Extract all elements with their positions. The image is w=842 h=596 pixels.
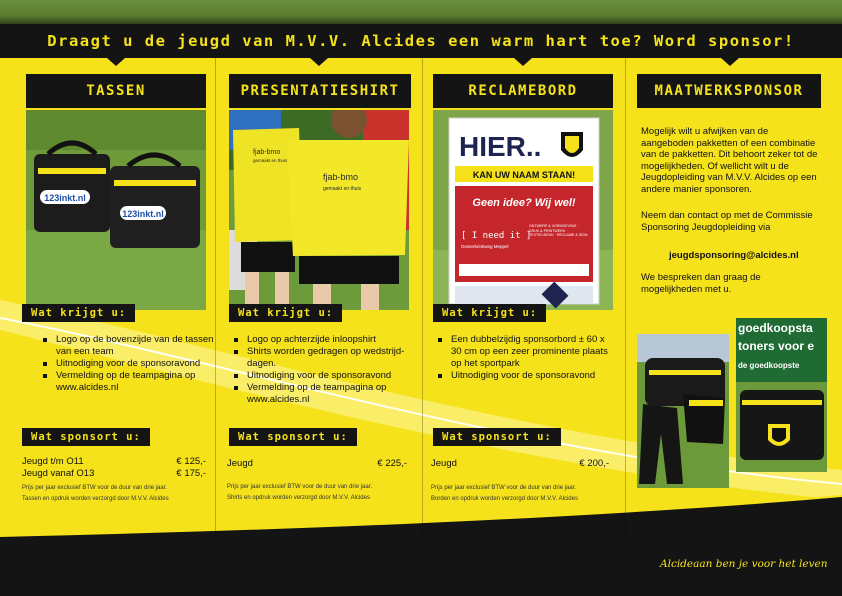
fold-line [422, 58, 423, 538]
column-heading: TASSEN [26, 74, 206, 108]
billboard-services: ONTWERP & VORMGEVING · DRUK & PRINTWERK · TEXTIELDRUK · RECLAME & SIGN [529, 224, 588, 238]
billboard-kan: KAN UW NAAM STAAN! [472, 170, 576, 180]
ad-banner-text: toners voor e [738, 339, 815, 353]
footer-slogan: Alcideaan ben je voor het leven [660, 558, 828, 570]
price-item: Jeugd vanaf O13 [22, 468, 95, 479]
benefit-item: Uitnodiging voor de sponsoravond [437, 370, 609, 382]
price-amount: € 200,- [579, 458, 609, 469]
bag-logo-text: 123inkt.nl [122, 209, 164, 219]
bag-logo-text: 123inkt.nl [44, 193, 86, 203]
banner-bag-photo [736, 318, 827, 472]
billboard-idee: Geen idee? Wij wel! [472, 197, 576, 209]
benefit-item: Uitnodiging voor de sponsoravond [42, 358, 214, 370]
column-presentatieshirt [229, 58, 419, 538]
column-heading: RECLAMEBORD [433, 74, 613, 108]
benefit-item: Logo op de bovenzijde van de tassen van een team [42, 334, 214, 358]
contact-email[interactable]: jeugdsponsoring@alcides.nl [669, 250, 799, 261]
column-tassen [22, 58, 216, 538]
contact-paragraph: Neem dan contact op met de Commissie Sponsoring Jeugdopleiding via [641, 210, 813, 233]
benefit-item: Uitnodiging voor de sponsoravond [233, 370, 405, 382]
fine-print: Shirts en opdruk worden verzorgd door M.V.V. Alcides [227, 495, 370, 501]
shirt-logo-text: fjab-bmo [323, 172, 359, 182]
banner-pointer [310, 58, 328, 66]
banner-pointer [107, 58, 125, 66]
fold-line [625, 58, 626, 538]
price-row [22, 468, 206, 479]
ad-banner-text: goedkoopsta [738, 321, 813, 335]
shirt-logo-subtext: gemaakt en thuis [253, 158, 288, 163]
price-item: Jeugd [431, 458, 457, 469]
fine-print: Prijs per jaar exclusief BTW voor de duur van drie jaar. [431, 485, 577, 491]
kit-photo [637, 334, 729, 488]
price-item: Jeugd [227, 458, 253, 469]
billboard-photo [433, 110, 613, 310]
benefit-list [233, 334, 405, 406]
benefit-item: Vermelding op de teampagina op www.alcides.nl [233, 382, 405, 406]
what-label: Wat krijgt u: [229, 304, 342, 322]
price-row [227, 458, 407, 469]
billboard-ineed-sub: Oosterbrinkweg Meppel [461, 244, 509, 249]
column-maatwerksponsor [637, 58, 837, 538]
banner-pointer [514, 58, 532, 66]
closing-paragraph: We bespreken dan graag de mogelijkheden met u. [641, 272, 761, 295]
fine-print: Borden en opdruk worden verzorgd door M.V.V. Alcides [431, 496, 578, 502]
price-item: Jeugd t/m O11 [22, 456, 84, 467]
shirt-logo-subtext: gemaakt en thuis [323, 186, 362, 192]
benefit-list [437, 334, 609, 382]
fine-print: Prijs per jaar exclusief BTW voor de duur van drie jaar. [22, 485, 168, 491]
sponsor-label: Wat sponsort u: [22, 428, 150, 446]
banner-pointer [721, 58, 739, 66]
column-reclamebord [433, 58, 623, 538]
price-amount: € 175,- [176, 468, 206, 479]
price-row [22, 456, 206, 467]
benefit-item: Een dubbelzijdig sponsorbord ± 60 x 30 cm op een zeer prominente plaats op het sportpark [437, 334, 609, 370]
shirts-photo [229, 110, 409, 310]
fine-print: Tassen en opdruk worden verzorgd door M.V.V. Alcides [22, 496, 169, 502]
shirt-logo-text: fjab-bmo [253, 149, 281, 156]
what-label: Wat krijgt u: [433, 304, 546, 322]
ad-banner-text: de goedkoopste [738, 361, 800, 370]
benefit-list [42, 334, 214, 394]
column-heading: PRESENTATIESHIRT [229, 74, 411, 108]
benefit-item: Logo op achterzijde inloopshirt [233, 334, 405, 346]
price-row [431, 458, 609, 469]
billboard-hier: HIER.. [459, 131, 542, 162]
benefit-item: Vermelding op de teampagina op www.alcides.nl [42, 370, 214, 394]
column-heading: MAATWERKSPONSOR [637, 74, 821, 108]
what-label: Wat krijgt u: [22, 304, 135, 322]
banner-title: Draagt u de jeugd van M.V.V. Alcides een warm hart toe? Word sponsor! [47, 32, 795, 50]
sponsor-label: Wat sponsort u: [229, 428, 357, 446]
billboard-ineed: [ I need it ] [461, 231, 532, 241]
intro-paragraph: Mogelijk wilt u afwijken van de aangeboden pakketten of een combinatie van de pakketten. Dit behoort zeker tot de mogelijkheden. Of wellicht wilt u de Jeugdopleiding van M.V.V. Alcides op een andere manier sponsoren. [641, 126, 818, 195]
price-amount: € 225,- [377, 458, 407, 469]
price-amount: € 125,- [176, 456, 206, 467]
sponsor-label: Wat sponsort u: [433, 428, 561, 446]
bags-photo [26, 110, 206, 310]
benefit-item: Shirts worden gedragen op wedstrijd-dagen. [233, 346, 405, 370]
fine-print: Prijs per jaar exclusief BTW voor de duur van drie jaar. [227, 484, 373, 490]
